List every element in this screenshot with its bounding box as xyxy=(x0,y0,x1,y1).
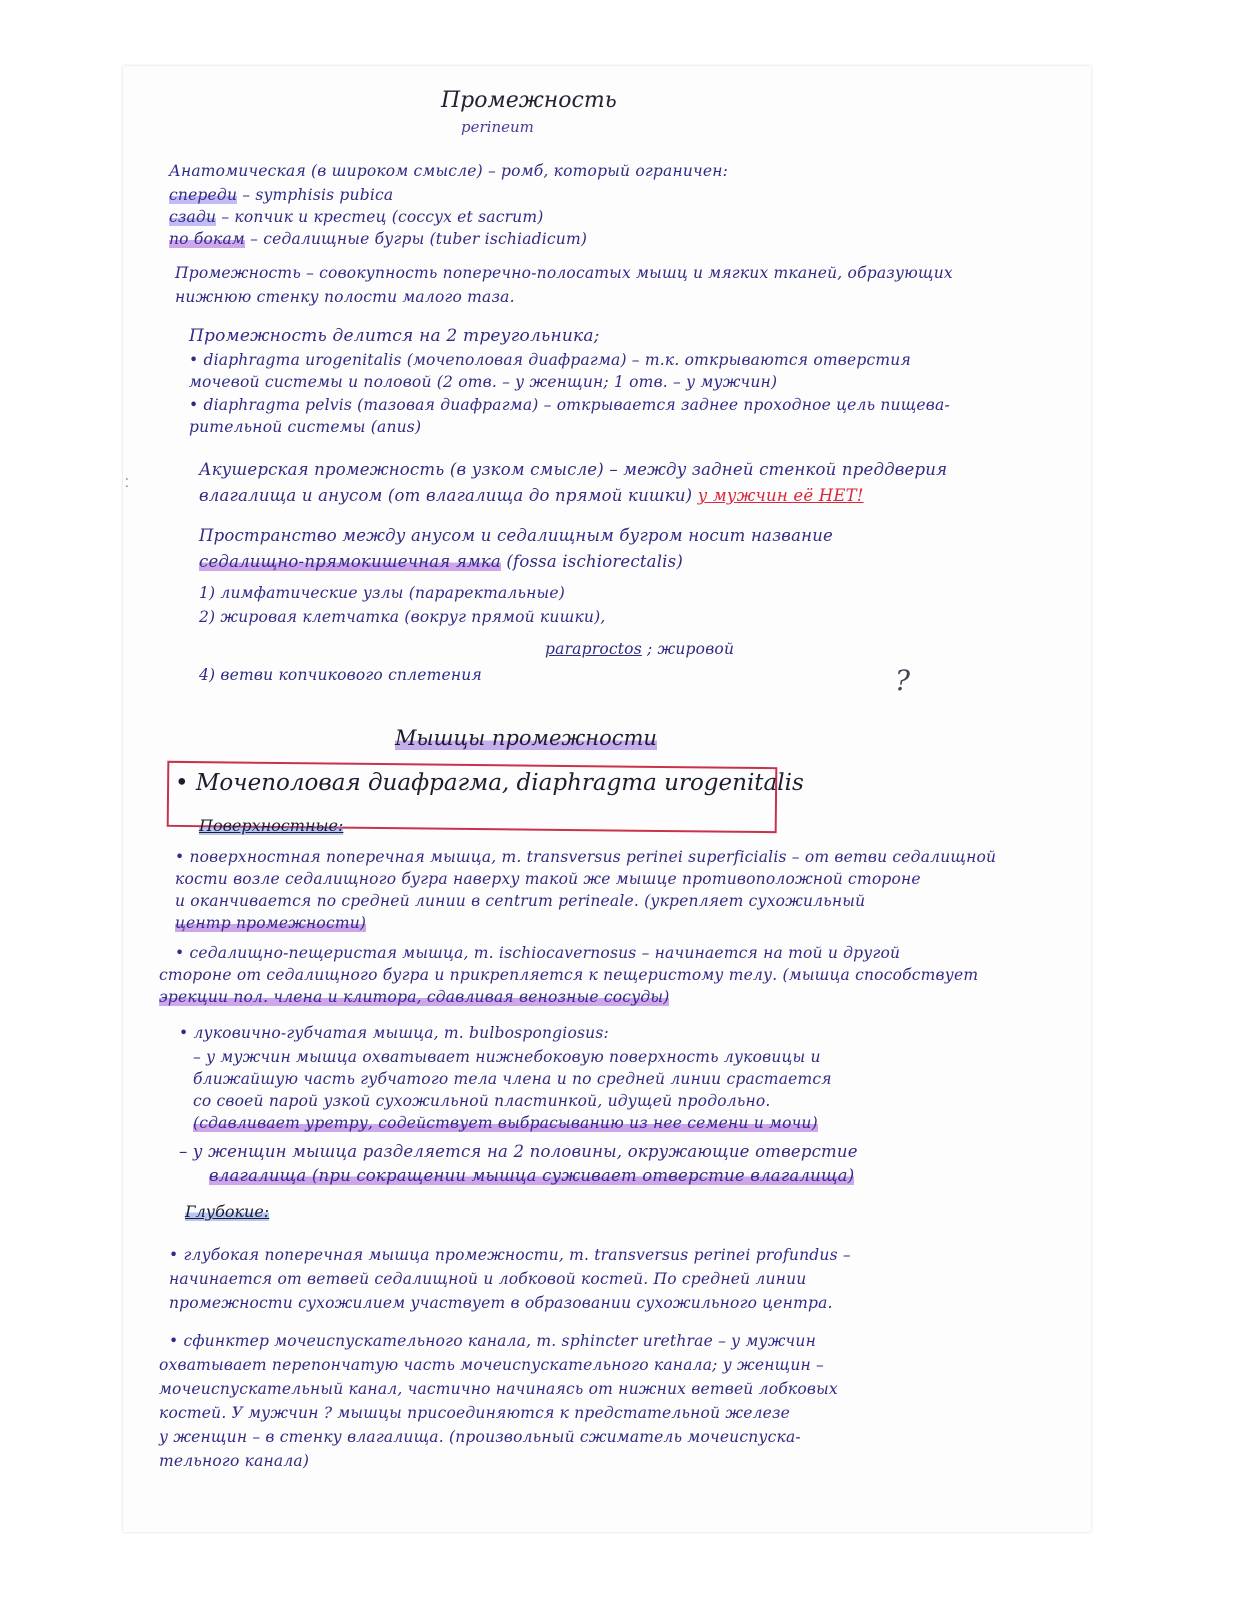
obstetric-line-1: Акушерская промежность (в узком смысле) – между задней стенкой преддверия xyxy=(199,460,948,479)
fossa-line-2 xyxy=(199,552,683,571)
triangles-line-5: рительной системы (anus) xyxy=(189,418,422,436)
deep-label: Глубокие: xyxy=(185,1202,270,1221)
page-title: Промежность xyxy=(441,88,617,113)
obstetric-line-2 xyxy=(199,486,864,505)
superficial-2-line-1: • седалищно-пещеристая мышца, m. ischiocavernosus – начинается на той и другой xyxy=(175,944,901,962)
fat-note: ; жировой xyxy=(641,640,735,658)
intro-line-2 xyxy=(169,186,393,204)
triangles-line-4: • diaphragma pelvis (тазовая диафрагма) – открывается заднее проходное цель пищева- xyxy=(189,396,950,414)
fossa-item-2-extra xyxy=(545,640,734,658)
deep-2-line-5: у женщин – в стенку влагалища. (произвольный сжиматель мочеиспуска- xyxy=(159,1428,801,1446)
muscles-heading-text: Мышцы промежности xyxy=(395,726,657,750)
obstetric-text: влагалища и анусом (от влагалища до прямой кишки) xyxy=(199,486,698,505)
fossa-item-3: 4) ветви копчикового сплетения xyxy=(199,666,482,684)
superficial-1-line-3: и оканчивается по средней линии в centrum perineale. (укрепляет сухожильный xyxy=(175,892,866,910)
superficial-3-line-6: – у женщин мышца разделяется на 2 половины, окружающие отверстие xyxy=(179,1142,858,1161)
superficial-2-line-2: стороне от седалищного бугра и прикрепляется к пещеристому телу. (мышца способствует xyxy=(159,966,979,984)
back-text: – копчик и крестец (coccyx et sacrum) xyxy=(216,208,544,226)
muscles-heading xyxy=(395,726,657,750)
superficial-2-line-3 xyxy=(159,988,669,1006)
triangles-line-2: • diaphragma urogenitalis (мочеполовая диафрагма) – т.к. открываются отверстия xyxy=(189,351,911,369)
deep-2-line-2: охватывает перепончатую часть мочеиспускательного канала; у женщин – xyxy=(159,1356,825,1374)
superficial-1-note: центр промежности) xyxy=(175,914,367,932)
male-absent-note: у мужчин её НЕТ! xyxy=(697,486,864,505)
definition-line-2: нижнюю стенку полости малого таза. xyxy=(175,288,515,306)
superficial-3-note-male: (сдавливает уретру, содействует выбрасыванию из нее семени и мочи) xyxy=(193,1114,818,1132)
superficial-2-note: эрекции пол. члена и клитора, сдавливая венозные сосуды) xyxy=(159,988,670,1006)
deep-2-line-3: мочеиспускательный канал, частично начинаясь от нижних ветвей лобковых xyxy=(159,1380,838,1398)
notebook-page xyxy=(123,66,1091,1532)
superficial-3-line-3: ближайшую часть губчатого тела члена и по средней линии срастается xyxy=(193,1070,832,1088)
superficial-3-line-1: • луковично-губчатая мышца, m. bulbospongiosus: xyxy=(179,1024,609,1042)
fossa-name: седалищно-прямокишечная ямка xyxy=(199,552,501,571)
back-label: сзади xyxy=(169,208,217,226)
deep-1-line-3: промежности сухожилием участвует в образовании сухожильного центра. xyxy=(169,1294,833,1312)
intro-line-1: Анатомическая (в широком смысле) – ромб, который ограничен: xyxy=(169,162,729,180)
triangles-heading: Промежность делится на 2 треугольника; xyxy=(189,326,600,346)
superficial-3-line-5 xyxy=(193,1114,818,1132)
superficial-1-line-1: • поверхностная поперечная мышца, m. transversus perinei superficialis – от ветви седалищной xyxy=(175,848,997,866)
deep-1-line-2: начинается от ветвей седалищной и лобковой костей. По средней линии xyxy=(169,1270,807,1288)
definition-line-1: Промежность – совокупность поперечно-полосатых мышц и мягких тканей, образующих xyxy=(175,264,953,282)
sides-text: – седалищные бугры (tuber ischiadicum) xyxy=(244,230,588,248)
front-label: спереди xyxy=(169,186,238,204)
superficial-3-line-4: со своей парой узкой сухожильной пластинкой, идущей продольно. xyxy=(193,1092,771,1110)
fossa-item-2: 2) жировая клетчатка (вокруг прямой кишки), xyxy=(199,608,606,626)
sides-label: по бокам xyxy=(169,230,245,248)
urogenital-heading: • Мочеполовая диафрагма, diaphragma urogenitalis xyxy=(175,770,804,796)
fossa-latin: (fossa ischiorectalis) xyxy=(500,552,683,571)
front-text: – symphisis pubica xyxy=(237,186,394,204)
page-subtitle: perineum xyxy=(461,118,534,136)
paraproctos-label: paraproctos xyxy=(545,640,642,658)
triangles-line-3: мочевой системы и половой (2 отв. – у женщин; 1 отв. – у мужчин) xyxy=(189,373,778,391)
deep-2-line-1: • сфинктер мочеиспускательного канала, m. sphincter urethrae – у мужчин xyxy=(169,1332,816,1350)
superficial-3-line-7 xyxy=(209,1166,854,1185)
margin-mark: ⁚ xyxy=(125,476,129,490)
deep-2-line-4: костей. У мужчин ? мышцы присоединяются к предстательной железе xyxy=(159,1404,791,1422)
superficial-label: Поверхностные: xyxy=(199,816,344,835)
superficial-3-note-female: влагалища (при сокращении мышца суживает отверстие влагалища) xyxy=(209,1166,855,1185)
intro-line-3 xyxy=(169,208,544,226)
deep-2-line-6: тельного канала) xyxy=(159,1452,310,1470)
superficial-1-line-2: кости возле седалищного бугра наверху такой же мышце противоположной стороне xyxy=(175,870,921,888)
fossa-item-1: 1) лимфатические узлы (параректальные) xyxy=(199,584,565,602)
superficial-3-line-2: – у мужчин мышца охватывает нижнебоковую поверхность луковицы и xyxy=(193,1048,821,1066)
intro-line-4 xyxy=(169,230,587,248)
superficial-1-line-4 xyxy=(175,914,366,932)
fossa-line-1: Пространство между анусом и седалищным бугром носит название xyxy=(199,526,833,545)
question-mark: ? xyxy=(895,664,911,697)
deep-1-line-1: • глубокая поперечная мышца промежности, m. transversus perinei profundus – xyxy=(169,1246,851,1264)
